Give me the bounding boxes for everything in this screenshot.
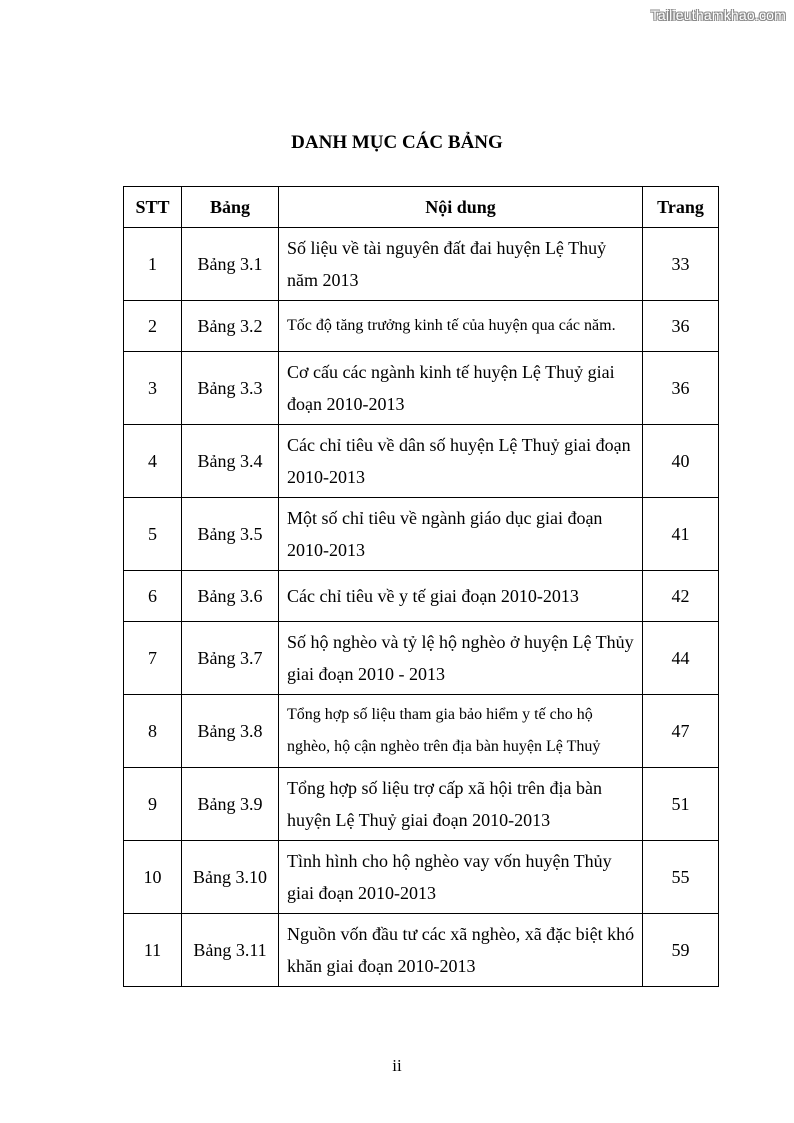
cell-trang: 36 — [643, 301, 719, 352]
cell-bang: Bảng 3.9 — [182, 768, 279, 841]
cell-trang: 33 — [643, 228, 719, 301]
header-stt: STT — [124, 187, 182, 228]
cell-noi-dung: Tình hình cho hộ nghèo vay vốn huyện Thủy giai đoạn 2010-2013 — [279, 841, 643, 914]
cell-noi-dung: Các chỉ tiêu về dân số huyện Lệ Thuỷ giai đoạn 2010-2013 — [279, 425, 643, 498]
cell-noi-dung: Cơ cấu các ngành kinh tế huyện Lệ Thuỷ giai đoạn 2010-2013 — [279, 352, 643, 425]
header-bang: Bảng — [182, 187, 279, 228]
cell-stt: 7 — [124, 622, 182, 695]
cell-stt: 4 — [124, 425, 182, 498]
cell-stt: 5 — [124, 498, 182, 571]
table-row — [124, 498, 719, 571]
cell-stt: 10 — [124, 841, 182, 914]
page-title: DANH MỤC CÁC BẢNG — [291, 132, 503, 153]
cell-trang: 41 — [643, 498, 719, 571]
cell-stt: 6 — [124, 571, 182, 622]
cell-noi-dung: Một số chỉ tiêu về ngành giáo dục giai đoạn 2010-2013 — [279, 498, 643, 571]
cell-stt: 3 — [124, 352, 182, 425]
table-row — [124, 425, 719, 498]
cell-trang: 51 — [643, 768, 719, 841]
header-noi-dung: Nội dung — [279, 187, 643, 228]
table-list — [123, 186, 719, 987]
cell-bang: Bảng 3.5 — [182, 498, 279, 571]
table-row — [124, 914, 719, 987]
cell-bang: Bảng 3.8 — [182, 695, 279, 768]
cell-trang: 44 — [643, 622, 719, 695]
table-header-row — [124, 187, 719, 228]
table-row — [124, 571, 719, 622]
table-row — [124, 228, 719, 301]
cell-stt: 9 — [124, 768, 182, 841]
cell-bang: Bảng 3.11 — [182, 914, 279, 987]
cell-bang: Bảng 3.4 — [182, 425, 279, 498]
cell-stt: 11 — [124, 914, 182, 987]
cell-trang: 47 — [643, 695, 719, 768]
cell-noi-dung: Tổng hợp số liệu tham gia bảo hiểm y tế cho hộ nghèo, hộ cận nghèo trên địa bàn huyện Lệ Thuỷ — [279, 695, 643, 768]
cell-stt: 8 — [124, 695, 182, 768]
table-row — [124, 768, 719, 841]
watermark: Tailieuthamkhao.com — [650, 7, 786, 23]
page-number: ii — [392, 1056, 402, 1075]
cell-stt: 2 — [124, 301, 182, 352]
cell-bang: Bảng 3.1 — [182, 228, 279, 301]
cell-trang: 59 — [643, 914, 719, 987]
table-row — [124, 622, 719, 695]
cell-noi-dung: Số hộ nghèo và tỷ lệ hộ nghèo ở huyện Lệ Thủy giai đoạn 2010 - 2013 — [279, 622, 643, 695]
cell-stt: 1 — [124, 228, 182, 301]
cell-bang: Bảng 3.10 — [182, 841, 279, 914]
table-row — [124, 352, 719, 425]
cell-trang: 36 — [643, 352, 719, 425]
cell-trang: 42 — [643, 571, 719, 622]
cell-bang: Bảng 3.2 — [182, 301, 279, 352]
header-trang: Trang — [643, 187, 719, 228]
table-row — [124, 695, 719, 768]
table-row — [124, 301, 719, 352]
cell-trang: 40 — [643, 425, 719, 498]
cell-noi-dung: Các chỉ tiêu về y tế giai đoạn 2010-2013 — [279, 571, 643, 622]
cell-noi-dung: Tổng hợp số liệu trợ cấp xã hội trên địa bàn huyện Lệ Thuỷ giai đoạn 2010-2013 — [279, 768, 643, 841]
cell-bang: Bảng 3.7 — [182, 622, 279, 695]
cell-trang: 55 — [643, 841, 719, 914]
cell-noi-dung: Số liệu về tài nguyên đất đai huyện Lệ Thuỷ năm 2013 — [279, 228, 643, 301]
cell-noi-dung: Nguồn vốn đầu tư các xã nghèo, xã đặc biệt khó khăn giai đoạn 2010-2013 — [279, 914, 643, 987]
cell-bang: Bảng 3.6 — [182, 571, 279, 622]
cell-noi-dung: Tốc độ tăng trưởng kinh tế của huyện qua các năm. — [279, 301, 643, 352]
cell-bang: Bảng 3.3 — [182, 352, 279, 425]
table-row — [124, 841, 719, 914]
